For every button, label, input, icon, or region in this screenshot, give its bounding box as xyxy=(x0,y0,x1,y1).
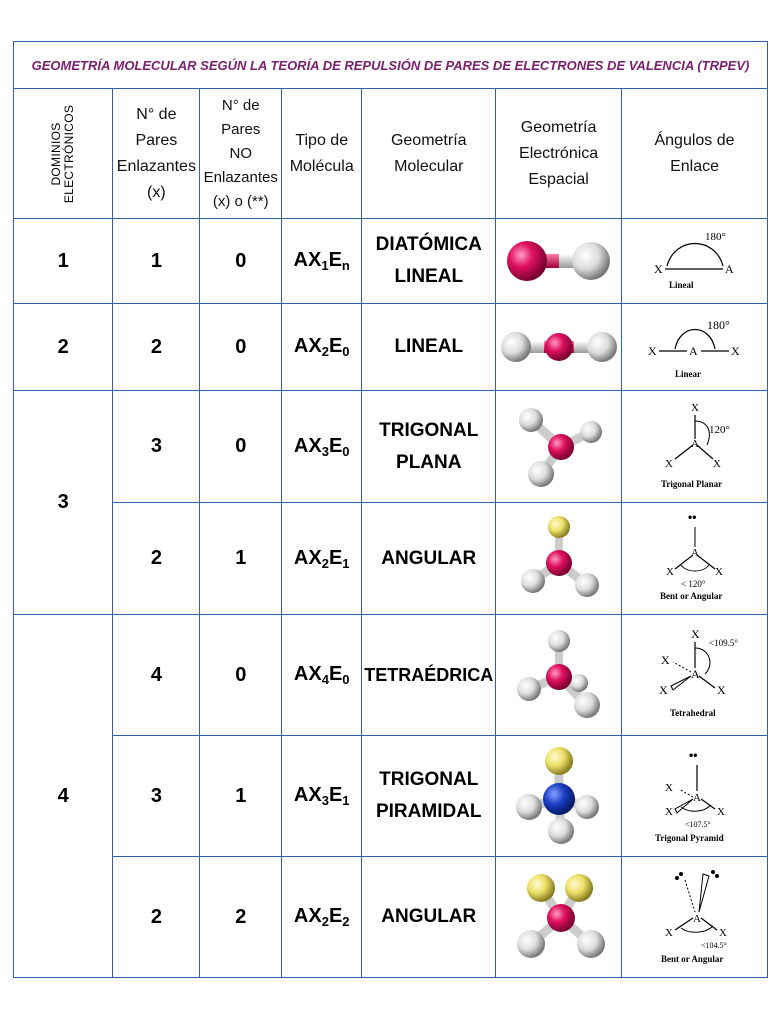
trigonal-pyramidal-angle-diagram xyxy=(625,741,765,851)
geometria-cell: LINEAL xyxy=(362,304,496,391)
atom-x-label: X xyxy=(647,344,657,358)
atom-x-label: X xyxy=(660,653,670,667)
header-pares-no-enlazantes: N° de Pares NO Enlazantes (x) o (**) xyxy=(200,89,282,219)
diagram-caption: Lineal xyxy=(668,280,694,290)
atom-a-label: A xyxy=(690,437,699,450)
linear-angle-diagram xyxy=(625,311,765,383)
atom-a-label: A xyxy=(692,792,701,804)
geometria-cell: DIATÓMICA LINEAL xyxy=(362,219,496,304)
formula-cell: $AX_2E_2$ xyxy=(282,857,362,978)
header-pares-enlazantes: N° de Pares Enlazantes (x) xyxy=(113,89,200,219)
angle-label: 120° xyxy=(708,423,730,436)
header-geometria-molecular: Geometría Molecular xyxy=(362,89,496,219)
lineal-angle-diagram xyxy=(625,226,765,296)
atom-a-label: A xyxy=(724,262,734,276)
diagram-caption: Trigonal Pyramid xyxy=(654,833,724,843)
trigonal-planar-molecule-image xyxy=(509,402,609,492)
table-row xyxy=(14,736,768,857)
atom-x-label: X xyxy=(730,344,740,358)
header-row xyxy=(14,89,768,219)
linear-molecule-image xyxy=(499,317,619,377)
molecule-model-cell xyxy=(496,736,622,857)
no-enlazantes-cell: 0 xyxy=(200,615,282,736)
geometria-cell: ANGULAR xyxy=(362,857,496,978)
diagram-caption: Tetrahedral xyxy=(669,708,716,718)
enlazantes-cell: 3 xyxy=(113,391,200,503)
no-enlazantes-cell: 0 xyxy=(200,304,282,391)
enlazantes-cell: 2 xyxy=(113,503,200,615)
atom-x-label: X xyxy=(712,457,721,470)
diagram-caption: Bent or Angular xyxy=(659,590,722,601)
table-title: GEOMETRÍA MOLECULAR SEGÚN LA TEORÍA DE REPULSIÓN DE PARES DE ELECTRONES DE VALENCIA (TRPEV) xyxy=(14,42,768,89)
dominios-cell: 1 xyxy=(14,219,113,304)
angle-label: <107.5° xyxy=(684,820,711,829)
no-enlazantes-cell: 0 xyxy=(200,391,282,503)
atom-x-label: X xyxy=(665,565,674,578)
diagram-caption: Trigonal Planar xyxy=(660,478,722,489)
angle-label: <104.5° xyxy=(700,941,727,950)
formula-cell: $AX_4E_0$ xyxy=(282,615,362,736)
angle-diagram-cell xyxy=(622,304,768,391)
formula-cell: $AX_2E_0$ xyxy=(282,304,362,391)
atom-a-label: A xyxy=(688,344,698,358)
atom-x-label: X xyxy=(716,683,726,697)
bent-molecule-image xyxy=(509,511,609,607)
angle-label: 180° xyxy=(706,318,730,332)
table-row xyxy=(14,857,768,978)
diagram-caption: Linear xyxy=(674,369,701,379)
dominios-cell: 4 xyxy=(14,615,113,978)
angle-diagram-cell xyxy=(622,615,768,736)
angle-diagram-cell xyxy=(622,503,768,615)
table-row xyxy=(14,304,768,391)
atom-x-label: X xyxy=(653,262,663,276)
atom-a-label: A xyxy=(690,667,700,681)
dominios-cell: 3 xyxy=(14,391,113,615)
molecule-model-cell xyxy=(496,615,622,736)
formula-cell: $AX_3E_1$ xyxy=(282,736,362,857)
trpev-table xyxy=(13,41,768,978)
formula-cell: $AX_2E_1$ xyxy=(282,503,362,615)
no-enlazantes-cell: 1 xyxy=(200,503,282,615)
angle-diagram-cell xyxy=(622,857,768,978)
no-enlazantes-cell: 0 xyxy=(200,219,282,304)
no-enlazantes-cell: 2 xyxy=(200,857,282,978)
bent-angle-diagram xyxy=(625,509,765,609)
molecule-model-cell xyxy=(496,857,622,978)
atom-x-label: X xyxy=(690,627,700,641)
lone-pair-label: •• xyxy=(688,748,697,762)
header-tipo-molecula: Tipo de Molécula xyxy=(282,89,362,219)
molecule-model-cell xyxy=(496,304,622,391)
angle-diagram-cell xyxy=(622,219,768,304)
atom-x-label: X xyxy=(664,927,673,939)
no-enlazantes-cell: 1 xyxy=(200,736,282,857)
lone-pair-label: •• xyxy=(687,509,696,524)
enlazantes-cell: 2 xyxy=(113,857,200,978)
formula-cell: $AX_3E_0$ xyxy=(282,391,362,503)
tetrahedral-angle-diagram xyxy=(625,620,765,730)
dominios-cell: 2 xyxy=(14,304,113,391)
geometria-cell: ANGULAR xyxy=(362,503,496,615)
enlazantes-cell: 4 xyxy=(113,615,200,736)
angle-diagram-cell xyxy=(622,391,768,503)
atom-a-label: A xyxy=(690,546,699,559)
bent-two-lone-pairs-molecule-image xyxy=(509,862,609,972)
trigonal-planar-angle-diagram xyxy=(625,397,765,497)
geometria-cell: TRIGONAL PLANA xyxy=(362,391,496,503)
angle-label: <109.5° xyxy=(708,638,738,648)
atom-x-label: X xyxy=(716,806,725,818)
atom-x-label: X xyxy=(664,782,673,794)
bent-two-lone-pairs-angle-diagram xyxy=(625,862,765,972)
atom-x-label: X xyxy=(714,565,723,578)
diagram-caption: Bent or Angular xyxy=(660,954,723,964)
angle-label: < 120° xyxy=(680,578,705,589)
atom-x-label: X xyxy=(718,927,727,939)
angle-label: 180° xyxy=(704,231,726,243)
atom-x-label: X xyxy=(690,401,699,414)
table-row xyxy=(14,391,768,503)
table-row xyxy=(14,615,768,736)
diatomic-molecule-image xyxy=(499,226,619,296)
trigonal-pyramidal-molecule-image xyxy=(509,741,609,851)
angle-diagram-cell xyxy=(622,736,768,857)
atom-a-label: A xyxy=(692,913,701,925)
header-angulos: Ángulos de Enlace xyxy=(622,89,768,219)
atom-x-label: X xyxy=(664,806,673,818)
table-row xyxy=(14,503,768,615)
enlazantes-cell: 3 xyxy=(113,736,200,857)
atom-x-label: X xyxy=(658,683,668,697)
molecule-model-cell xyxy=(496,391,622,503)
enlazantes-cell: 1 xyxy=(113,219,200,304)
enlazantes-cell: 2 xyxy=(113,304,200,391)
geometria-cell: TRIGONAL PIRAMIDAL xyxy=(362,736,496,857)
header-dominios: DOMINIOS ELECTRÓNICOS xyxy=(14,89,113,219)
header-geometria-electronica: Geometría Electrónica Espacial xyxy=(496,89,622,219)
formula-cell: $AX_1E_n$ xyxy=(282,219,362,304)
molecule-model-cell xyxy=(496,503,622,615)
table-row xyxy=(14,219,768,304)
tetrahedral-molecule-image xyxy=(509,625,609,725)
atom-x-label: X xyxy=(664,457,673,470)
geometria-cell: TETRAÉDRICA xyxy=(362,615,496,736)
molecule-model-cell xyxy=(496,219,622,304)
